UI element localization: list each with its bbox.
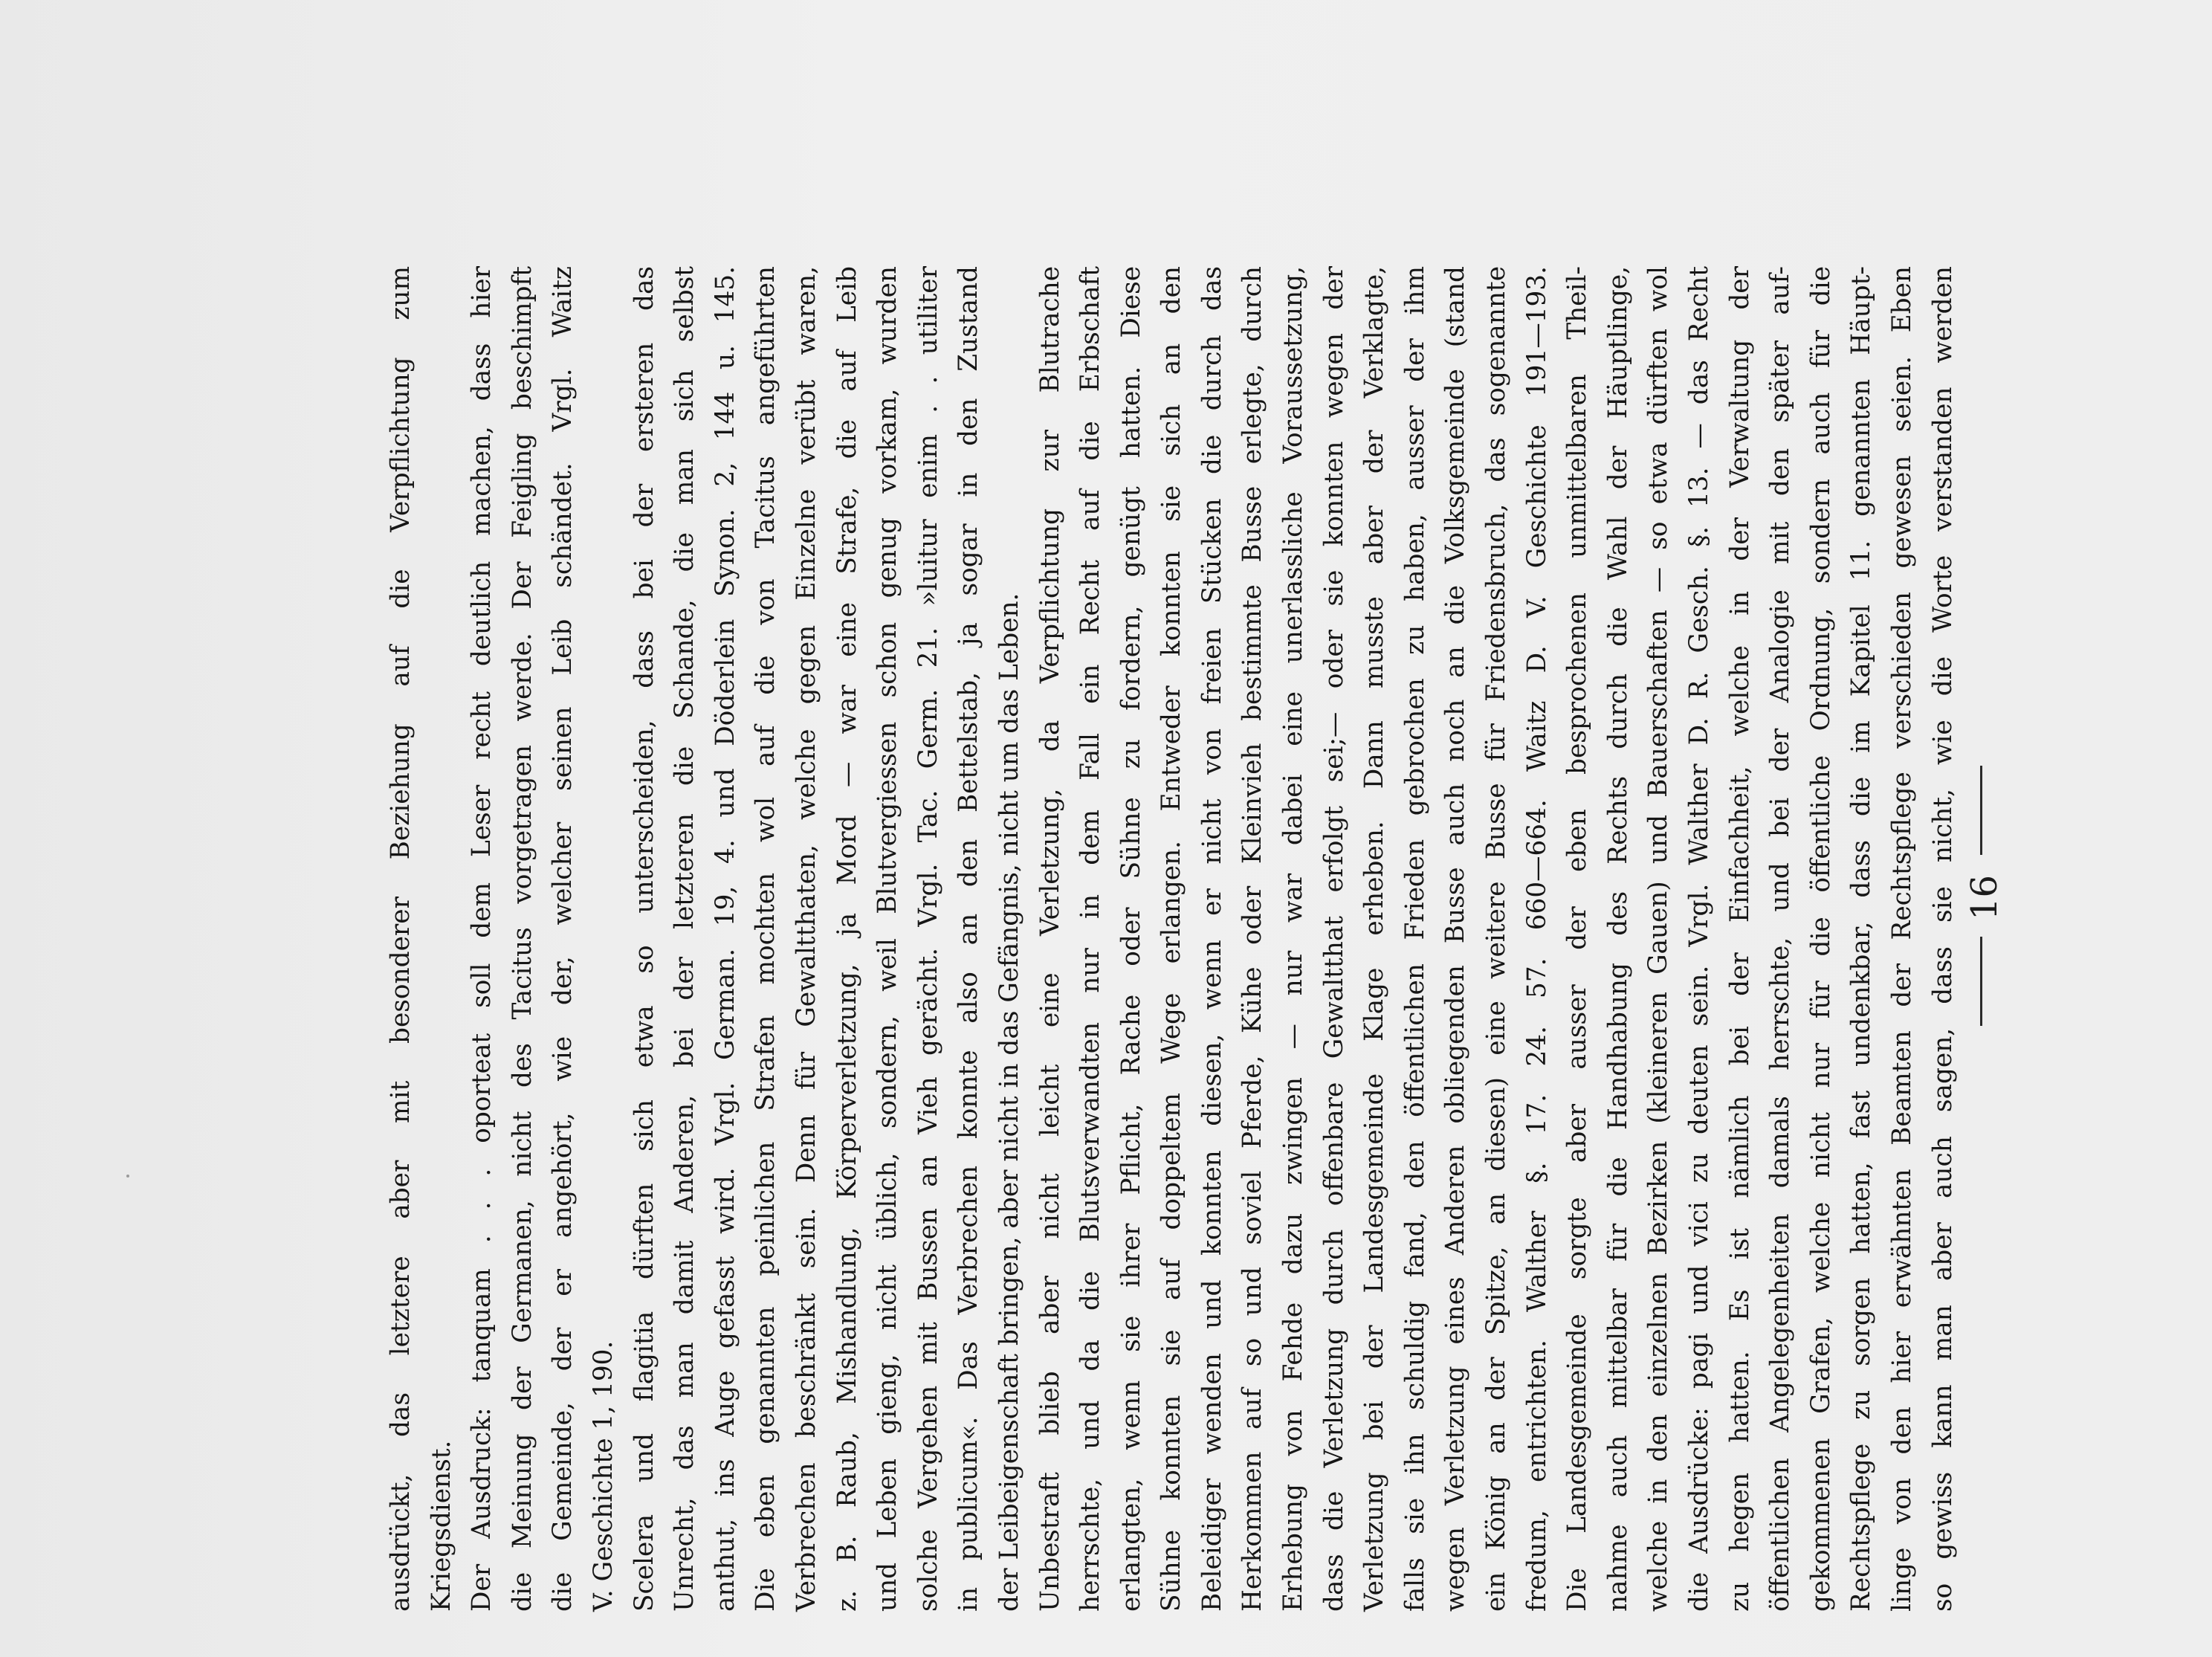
text-line: solche Vergehen mit Bussen an Vieh gerächt. Vrgl. Tac. Germ. 21. »luitur enim . . utiliter [913,266,943,1612]
text-line: wegen Verletzung eines Anderen obliegenden Busse auch noch an die Volksgemeinde (stand [1440,266,1471,1612]
page-number: 16 [1964,874,2005,920]
text-line: nahme auch mittelbar für die Handhabung des Rechts durch die Wahl der Häuptlinge, [1603,266,1633,1612]
text-line: ein König an der Spitze, an diesen) eine weitere Busse für Friedensbruch, das sogenannte [1481,266,1512,1612]
text-line: öffentlichen Angelegenheiten damals herrschte, und bei der Analogie mit den später auf- [1765,266,1796,1612]
text-line: und Leben gieng, nicht üblich, sondern, weil Blutvergiessen schon genug vorkam, wurden [873,266,903,1612]
text-line: der Leibeigenschaft bringen, aber nicht in das Gefängnis, nicht um das Leben. [994,592,1024,1612]
text-line: so gewiss kann man aber auch sagen, dass sie nicht, wie die Worte verstanden werden [1927,266,1958,1612]
text-line: die Gemeinde, der er angehört, wie der, welcher seinen Leib schändet. Vrgl. Waitz [548,266,578,1612]
text-line: in publicum«. Das Verbrechen konnte also an den Bettelstab, ja sogar in den Zustand [954,266,984,1612]
text-line: erlangten, wenn sie ihrer Pflicht, Rache oder Sühne zu fordern, genügt hatten. Diese [1116,266,1146,1612]
text-line: Kriegsdienst. [426,1440,456,1612]
text-line: zu hegen hatten. Es ist nämlich bei der Einfachheit, welche in der Verwaltung der [1724,266,1755,1612]
text-line: Verletzung bei der Landesgemeinde Klage erheben. Dann musste aber der Verklagte, [1359,266,1390,1612]
text-line: gekommenen Grafen, welche nicht nur für die öffentliche Ordnung, sondern auch für die [1805,266,1836,1612]
text-line: herrschte, und da die Blutsverwandten nur in dem Fall ein Recht auf die Erbschaft [1076,266,1106,1612]
page-header [1955,751,2014,1048]
text-line: die Meinung der Germanen, nicht des Tacitus vorgetragen werde. Der Feigling beschimpft [507,266,537,1612]
text-line: anthut, ins Auge gefasst wird. Vrgl. German. 19, 4. und Döderlein Synon. 2, 144 u. 145. [710,266,740,1612]
text-line: Die eben genannten peinlichen Strafen mochten wol auf die von Tacitus angeführten [751,266,781,1612]
text-line: Unrecht, das man damit Anderen, bei der letzteren die Schande, die man sich selbst [670,266,700,1612]
text-line: z. B. Raub, Mishandlung, Körperverletzung, ja Mord — war eine Strafe, die auf Leib [832,266,862,1612]
text-line: falls sie ihn schuldig fand, den öffentlichen Frieden gebrochen zu haben, ausser der ihm [1400,266,1430,1612]
text-line: welche in den einzelnen Bezirken (kleineren Gauen) und Bauerschaften — so etwa dürften wol [1643,266,1674,1612]
text-line: Sühne konnten sie auf doppeltem Wege erlangen. Entweder konnten sie sich an den [1157,266,1187,1612]
text-line: Rechtspflege zu sorgen hatten, fast undenkbar, dass die im Kapitel 11. genannten Häupt- [1846,266,1877,1612]
text-line: Verbrechen beschränkt sein. Denn für Gewaltthaten, welche gegen Einzelne verübt waren, [791,266,821,1612]
text-line: Herkommen auf so und soviel Pferde, Kühe oder Kleinvieh bestimmte Busse erlegte, durch [1238,266,1268,1612]
text-line: ausdrückt, das letztere aber mit besonderer Beziehung auf die Verpflichtung zum [386,266,415,1612]
text-line: Der Ausdruck: tanquam . . . oporteat soll dem Leser recht deutlich machen, dass hier [467,266,497,1612]
text-line: Beleidiger wenden und konnten diesen, wenn er nicht von freien Stücken die durch das [1197,266,1227,1612]
text-line: V. Geschichte 1, 190. [588,1340,618,1612]
text-line: linge von den hier erwähnten Beamten der Rechtspflege verschieden gewesen seien. Eben [1886,266,1917,1612]
body-text [381,266,1958,1612]
text-line: Scelera und flagitia dürften sich etwa so unterscheiden, dass bei der ersteren das [629,266,659,1612]
text-line: dass die Verletzung durch offenbare Gewaltthat erfolgt sei;— oder sie konnten wegen der [1319,266,1349,1612]
paper-speck [126,1175,129,1178]
header-rule-left [1980,766,1982,855]
text-line: Die Landesgemeinde sorgte aber ausser der eben besprochenen unmittelbaren Theil- [1562,266,1593,1612]
text-line: Erhebung von Fehde dazu zwingen — nur war dabei eine unerlassliche Voraussetzung, [1278,266,1309,1612]
text-line: fredum, entrichten. Walther §. 17. 24. 57. 660—664. Waitz D. V. Geschichte 191—193. [1521,266,1552,1612]
text-line: Unbestraft blieb aber nicht leicht eine Verletzung, da Verpflichtung zur Blutrache [1035,266,1065,1612]
header-rule-right [1980,937,1982,1026]
text-line: die Ausdrücke: pagi und vici zu deuten sein. Vrgl. Walther D. R. Gesch. §. 13. — das Recht [1684,266,1714,1612]
